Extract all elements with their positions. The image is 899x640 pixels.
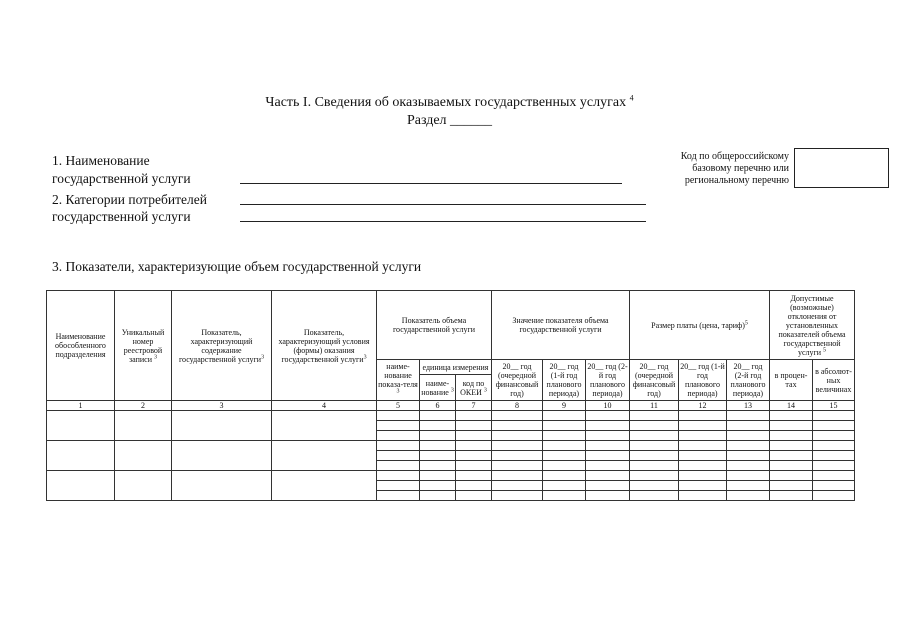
table-cell[interactable] xyxy=(770,431,813,441)
header-deviation-text: Допустимые (возможные) отклонения от установленных показателей объема государственной услуги xyxy=(778,293,846,357)
column-number-row xyxy=(47,401,855,411)
header-absolute-text: в абсолют-ных величинах xyxy=(815,366,852,394)
table-cell[interactable] xyxy=(543,431,586,441)
header-value-text: Значение показателя объема государственной услуги xyxy=(512,316,609,334)
header-fee-sup: 5 xyxy=(744,319,748,326)
table-cell[interactable] xyxy=(377,431,420,441)
code-label-line-1: Код по общероссийскому xyxy=(680,151,789,162)
header-year-3 xyxy=(586,360,630,401)
table-cell[interactable] xyxy=(586,411,630,421)
table-cell[interactable] xyxy=(172,441,272,471)
table-cell[interactable] xyxy=(727,431,770,441)
table-cell[interactable] xyxy=(543,451,586,461)
table-cell[interactable] xyxy=(727,451,770,461)
table-cell[interactable] xyxy=(492,421,543,431)
code-input-box[interactable] xyxy=(794,148,889,188)
table-cell[interactable] xyxy=(377,421,420,431)
header-volume-text: Показатель объема государственной услуги xyxy=(392,316,476,334)
header-year-2-text: 20__ год (1-й год планового периода) xyxy=(546,362,582,398)
header-unit xyxy=(47,291,115,401)
section-3-title: 3. Показатели, характеризующие объем государственной услуги xyxy=(52,259,422,274)
table-cell[interactable] xyxy=(679,451,727,461)
table-cell[interactable] xyxy=(679,491,727,501)
table-cell[interactable] xyxy=(492,451,543,461)
header-regnum-sup: 3 xyxy=(154,353,157,360)
header-percent xyxy=(770,360,813,401)
table-cell[interactable] xyxy=(679,431,727,441)
table-cell[interactable] xyxy=(377,451,420,461)
table-cell[interactable] xyxy=(770,471,813,481)
table-cell[interactable] xyxy=(727,421,770,431)
table-cell[interactable] xyxy=(586,471,630,481)
consumer-category-field-2[interactable] xyxy=(240,221,646,222)
header-measure-name-sup: 3 xyxy=(450,386,454,393)
column-number: 14 xyxy=(770,401,813,411)
header-conditions xyxy=(272,291,377,401)
table-cell[interactable] xyxy=(272,441,377,471)
table-cell[interactable] xyxy=(456,411,492,421)
table-cell[interactable] xyxy=(420,491,456,501)
part-title xyxy=(0,94,899,130)
header-ind-name-text: наиме-нование показа-теля xyxy=(378,362,418,389)
table-cell[interactable] xyxy=(492,441,543,451)
column-number: 5 xyxy=(377,401,420,411)
table-cell[interactable] xyxy=(630,421,679,431)
header-fee-year-2-text: 20__ год (1-й год планового периода) xyxy=(680,362,725,398)
table-cell[interactable] xyxy=(420,421,456,431)
volume-indicators-table xyxy=(46,290,855,501)
table-cell[interactable] xyxy=(456,451,492,461)
header-conditions-text: Показатель, характеризующий условия (формы) оказания государственной услуги xyxy=(278,327,370,364)
column-number: 4 xyxy=(272,401,377,411)
table-cell[interactable] xyxy=(813,411,855,421)
column-number: 2 xyxy=(115,401,172,411)
header-measure-text: единица измерения xyxy=(422,362,489,372)
table-cell[interactable] xyxy=(679,411,727,421)
code-label-line-2: базовому перечню или xyxy=(692,163,789,174)
table-cell[interactable] xyxy=(377,471,420,481)
table-cell[interactable] xyxy=(420,471,456,481)
header-fee xyxy=(630,291,770,360)
table-cell[interactable] xyxy=(727,411,770,421)
header-ind-name-sup: 3 xyxy=(396,388,400,395)
header-measure xyxy=(420,360,492,375)
table-cell[interactable] xyxy=(770,451,813,461)
table-cell[interactable] xyxy=(679,461,727,471)
column-number: 9 xyxy=(543,401,586,411)
table-cell[interactable] xyxy=(492,411,543,421)
header-content-text: Показатель, характеризующий содержание государственной услуги xyxy=(178,327,262,364)
header-content xyxy=(172,291,272,401)
table-cell[interactable] xyxy=(172,471,272,501)
table-cell[interactable] xyxy=(586,441,630,451)
code-label-line-3: региональному перечню xyxy=(684,175,789,186)
table-cell[interactable] xyxy=(172,411,272,441)
table-cell[interactable] xyxy=(630,471,679,481)
table-cell[interactable] xyxy=(543,441,586,451)
header-okei-sup: 3 xyxy=(483,386,487,393)
table-cell[interactable] xyxy=(272,471,377,501)
header-fee-year-3-text: 20__ год (2-й год планового периода) xyxy=(730,362,766,398)
table-cell[interactable] xyxy=(543,421,586,431)
column-number: 12 xyxy=(679,401,727,411)
header-year-1-text: 20__ год (очередной финансовый год) xyxy=(495,362,539,398)
table-cell[interactable] xyxy=(727,441,770,451)
table-cell[interactable] xyxy=(492,461,543,471)
header-unit-text: Наименование обособленного подразделения xyxy=(55,332,106,359)
column-number: 15 xyxy=(813,401,855,411)
table-cell[interactable] xyxy=(543,411,586,421)
table-cell[interactable] xyxy=(630,451,679,461)
table-cell[interactable] xyxy=(586,491,630,501)
table-cell[interactable] xyxy=(456,431,492,441)
header-content-sup: 3 xyxy=(261,353,265,360)
table-cell[interactable] xyxy=(679,481,727,491)
consumer-category-label-2: государственной услуги xyxy=(52,209,191,224)
header-measure-name-text: наиме-нование xyxy=(421,378,450,397)
table-cell[interactable] xyxy=(377,461,420,471)
table-cell[interactable] xyxy=(813,451,855,461)
table-cell[interactable] xyxy=(813,461,855,471)
table-cell[interactable] xyxy=(492,471,543,481)
header-fee-year-1 xyxy=(630,360,679,401)
table-cell[interactable] xyxy=(377,441,420,451)
column-number: 7 xyxy=(456,401,492,411)
code-label xyxy=(640,151,789,187)
header-regnum xyxy=(115,291,172,401)
part-title-footnote: 4 xyxy=(629,93,634,103)
column-number: 1 xyxy=(47,401,115,411)
part-title-text: Часть I. Сведения об оказываемых государственных услугах xyxy=(265,95,627,110)
column-number: 6 xyxy=(420,401,456,411)
table-cell[interactable] xyxy=(630,441,679,451)
column-number: 8 xyxy=(492,401,543,411)
table-cell[interactable] xyxy=(727,461,770,471)
header-percent-text: в процен-тах xyxy=(774,371,808,389)
table-cell[interactable] xyxy=(813,431,855,441)
table-cell[interactable] xyxy=(770,461,813,471)
table-cell[interactable] xyxy=(727,471,770,481)
header-year-1 xyxy=(492,360,543,401)
header-fee-year-3 xyxy=(727,360,770,401)
service-name-label-1: 1. Наименование xyxy=(52,153,150,168)
table-cell[interactable] xyxy=(813,471,855,481)
header-ind-name xyxy=(377,360,420,401)
table-cell[interactable] xyxy=(727,491,770,501)
header-year-3-text: 20__ год (2-й год планового периода) xyxy=(587,362,628,398)
table-cell[interactable] xyxy=(770,441,813,451)
header-okei xyxy=(456,375,492,401)
table-cell[interactable] xyxy=(420,441,456,451)
consumer-category-field-1[interactable] xyxy=(240,204,646,205)
table-cell[interactable] xyxy=(492,491,543,501)
table-cell[interactable] xyxy=(456,441,492,451)
table-cell[interactable] xyxy=(456,421,492,431)
table-cell[interactable] xyxy=(630,481,679,491)
table-cell[interactable] xyxy=(543,491,586,501)
header-year-2 xyxy=(543,360,586,401)
table-cell[interactable] xyxy=(115,471,172,501)
table-cell[interactable] xyxy=(770,421,813,431)
table-cell[interactable] xyxy=(47,411,115,441)
header-conditions-sup: 3 xyxy=(363,353,367,360)
table-cell[interactable] xyxy=(492,481,543,491)
section-label: Раздел ______ xyxy=(406,113,493,128)
table-row xyxy=(47,441,855,451)
table-cell[interactable] xyxy=(813,481,855,491)
table-cell[interactable] xyxy=(456,491,492,501)
table-cell[interactable] xyxy=(630,491,679,501)
column-number: 11 xyxy=(630,401,679,411)
table-row xyxy=(47,471,855,481)
table-cell[interactable] xyxy=(377,491,420,501)
header-value xyxy=(492,291,630,360)
header-okei-text: код по ОКЕИ xyxy=(460,378,485,397)
table-cell[interactable] xyxy=(770,411,813,421)
table-cell[interactable] xyxy=(115,441,172,471)
table-cell[interactable] xyxy=(492,431,543,441)
header-deviation-sup: 5 xyxy=(823,346,827,353)
header-volume xyxy=(377,291,492,360)
table-cell[interactable] xyxy=(456,471,492,481)
table-cell[interactable] xyxy=(586,481,630,491)
table-cell[interactable] xyxy=(813,441,855,451)
header-fee-year-2 xyxy=(679,360,727,401)
table-cell[interactable] xyxy=(679,441,727,451)
table-cell[interactable] xyxy=(813,491,855,501)
table-cell[interactable] xyxy=(630,411,679,421)
column-number: 13 xyxy=(727,401,770,411)
table-row xyxy=(47,411,855,421)
table-body xyxy=(47,411,855,501)
header-regnum-text: Уникальный номер реестровой записи xyxy=(121,327,165,364)
table-cell[interactable] xyxy=(115,411,172,441)
table-cell[interactable] xyxy=(420,481,456,491)
table-cell[interactable] xyxy=(47,471,115,501)
header-absolute xyxy=(813,360,855,401)
header-fee-text: Размер платы (цена, тариф) xyxy=(651,320,745,330)
table-cell[interactable] xyxy=(456,481,492,491)
table-cell[interactable] xyxy=(543,481,586,491)
table-cell[interactable] xyxy=(420,451,456,461)
table-cell[interactable] xyxy=(586,461,630,471)
table-cell[interactable] xyxy=(586,431,630,441)
consumer-category-label-1: 2. Категории потребителей xyxy=(52,192,207,207)
column-number: 3 xyxy=(172,401,272,411)
header-deviation xyxy=(770,291,855,360)
table-cell[interactable] xyxy=(770,481,813,491)
table-cell[interactable] xyxy=(727,481,770,491)
table-cell[interactable] xyxy=(586,451,630,461)
table-cell[interactable] xyxy=(377,481,420,491)
table-cell[interactable] xyxy=(679,421,727,431)
table-cell[interactable] xyxy=(586,421,630,431)
table-cell[interactable] xyxy=(679,471,727,481)
table-cell[interactable] xyxy=(630,431,679,441)
header-fee-year-1-text: 20__ год (очередной финансовый год) xyxy=(632,362,676,398)
table-cell[interactable] xyxy=(47,441,115,471)
service-name-field[interactable] xyxy=(240,183,622,184)
table-cell[interactable] xyxy=(543,471,586,481)
header-measure-name xyxy=(420,375,456,401)
column-number: 10 xyxy=(586,401,630,411)
table-cell[interactable] xyxy=(420,411,456,421)
table-cell[interactable] xyxy=(813,421,855,431)
service-name-label-2: государственной услуги xyxy=(52,171,191,186)
table-cell[interactable] xyxy=(543,461,586,471)
table-cell[interactable] xyxy=(420,431,456,441)
table-cell[interactable] xyxy=(770,491,813,501)
table-cell[interactable] xyxy=(456,461,492,471)
table-cell[interactable] xyxy=(630,461,679,471)
table-cell[interactable] xyxy=(377,411,420,421)
table-cell[interactable] xyxy=(272,411,377,441)
table-cell[interactable] xyxy=(420,461,456,471)
